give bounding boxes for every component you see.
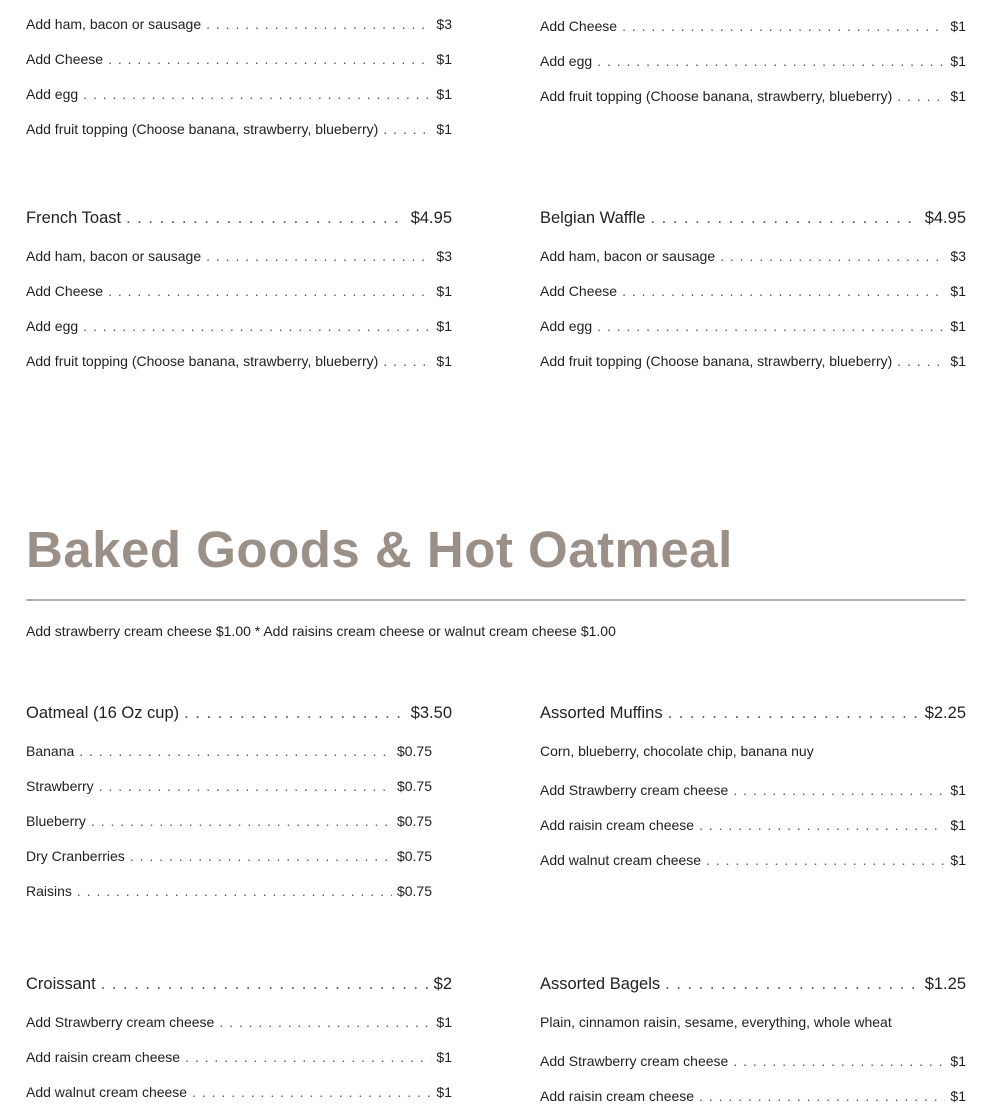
item-price: $1 — [436, 86, 452, 102]
menu-item — [540, 309, 966, 344]
item-name: Dry Cranberries — [26, 848, 125, 864]
item-price: $1 — [950, 88, 966, 104]
menu-item — [26, 309, 452, 344]
item-name: Add fruit topping (Choose banana, strawberry, blueberry) — [540, 88, 893, 104]
muffins-block — [540, 693, 966, 878]
item-price: $3 — [436, 248, 452, 264]
menu-item — [540, 44, 966, 79]
item-name: Add raisin cream cheese — [540, 817, 695, 833]
menu-heading — [26, 693, 452, 734]
menu-item — [26, 769, 432, 804]
item-price: $1 — [436, 318, 452, 334]
menu-heading — [26, 964, 452, 1005]
menu-item — [26, 344, 452, 379]
dish-description: Corn, blueberry, chocolate chip, banana nuy — [540, 743, 814, 759]
item-price: $3 — [436, 16, 452, 32]
dish-name: Croissant — [26, 975, 96, 993]
item-price: $0.75 — [396, 778, 432, 794]
item-name: Add ham, bacon or sausage — [540, 248, 716, 264]
item-price: $0.75 — [396, 743, 432, 759]
menu-item — [540, 843, 966, 878]
menu-heading — [540, 964, 966, 1005]
dish-price: $4.95 — [410, 209, 452, 227]
oatmeal-block — [26, 693, 452, 909]
dish-price: $2 — [433, 975, 452, 993]
item-price: $1 — [436, 1014, 452, 1030]
menu-item — [26, 274, 452, 309]
item-name: Add ham, bacon or sausage — [26, 16, 202, 32]
menu-item — [26, 804, 432, 839]
section-divider — [26, 599, 966, 601]
item-price: $1 — [436, 121, 452, 137]
dish-price: $4.95 — [924, 209, 966, 227]
item-price: $1 — [950, 18, 966, 34]
item-name: Add egg — [540, 53, 593, 69]
item-name: Banana — [26, 743, 75, 759]
item-price: $1 — [950, 1053, 966, 1069]
item-price: $1 — [436, 1084, 452, 1100]
item-name: Add fruit topping (Choose banana, strawberry, blueberry) — [26, 121, 379, 137]
item-price: $1 — [950, 353, 966, 369]
dish-price: $3.50 — [410, 704, 452, 722]
belgian-waffle-block — [540, 198, 966, 379]
menu-item — [26, 7, 452, 42]
item-price: $0.75 — [396, 848, 432, 864]
menu-item — [26, 42, 452, 77]
top-left-addons — [26, 7, 452, 147]
menu-item — [26, 77, 452, 112]
dish-price: $1.25 — [924, 975, 966, 993]
dish-name: Assorted Muffins — [540, 704, 663, 722]
menu-item — [26, 839, 432, 874]
french-toast-block — [26, 198, 452, 379]
item-name: Add Strawberry cream cheese — [26, 1014, 215, 1030]
menu-item — [540, 1044, 966, 1079]
dish-price: $2.25 — [924, 704, 966, 722]
item-name: Add egg — [26, 86, 79, 102]
menu-item — [540, 344, 966, 379]
menu-item — [540, 9, 966, 44]
dish-name: Oatmeal (16 Oz cup) — [26, 704, 180, 722]
item-price: $1 — [950, 817, 966, 833]
item-name: Add raisin cream cheese — [540, 1088, 695, 1104]
menu-item — [26, 1040, 452, 1075]
section-note: Add strawberry cream cheese $1.00 * Add raisins cream cheese or walnut cream cheese $1.00 — [26, 623, 616, 639]
item-name: Add fruit topping (Choose banana, strawberry, blueberry) — [540, 353, 893, 369]
item-price: $0.75 — [396, 883, 432, 899]
item-price: $1 — [950, 782, 966, 798]
item-name: Add Cheese — [540, 283, 618, 299]
item-price: $1 — [950, 318, 966, 334]
dish-name: French Toast — [26, 209, 122, 227]
item-name: Add fruit topping (Choose banana, strawberry, blueberry) — [26, 353, 379, 369]
dish-description: Plain, cinnamon raisin, sesame, everything, whole wheat — [540, 1014, 892, 1030]
menu-item — [540, 808, 966, 843]
bagels-block — [540, 964, 966, 1114]
dish-name: Belgian Waffle — [540, 209, 646, 227]
item-name: Raisins — [26, 883, 72, 899]
item-name: Add walnut cream cheese — [540, 852, 702, 868]
item-name: Add Strawberry cream cheese — [540, 782, 729, 798]
item-price: $0.75 — [396, 813, 432, 829]
item-name: Add walnut cream cheese — [26, 1084, 188, 1100]
item-name: Add Cheese — [26, 51, 104, 67]
item-name: Add Cheese — [540, 18, 618, 34]
menu-item — [26, 1075, 452, 1110]
item-name: Add egg — [540, 318, 593, 334]
item-name: Strawberry — [26, 778, 94, 794]
section-title: Baked Goods & Hot Oatmeal — [26, 521, 733, 578]
menu-item — [26, 734, 432, 769]
item-name: Blueberry — [26, 813, 86, 829]
menu-item — [540, 79, 966, 114]
item-price: $1 — [950, 53, 966, 69]
top-right-addons — [540, 9, 966, 114]
menu-heading — [540, 693, 966, 734]
item-price: $1 — [950, 1088, 966, 1104]
menu-item — [26, 1005, 452, 1040]
menu-item — [26, 874, 432, 909]
menu-item — [26, 239, 452, 274]
menu-heading — [540, 198, 966, 239]
item-price: $1 — [436, 353, 452, 369]
menu-item — [540, 773, 966, 808]
menu-heading — [26, 198, 452, 239]
dish-name: Assorted Bagels — [540, 975, 661, 993]
item-price: $1 — [950, 283, 966, 299]
menu-item — [540, 239, 966, 274]
item-name: Add Cheese — [26, 283, 104, 299]
item-name: Add Strawberry cream cheese — [540, 1053, 729, 1069]
item-price: $3 — [950, 248, 966, 264]
item-price: $1 — [436, 51, 452, 67]
item-name: Add raisin cream cheese — [26, 1049, 181, 1065]
item-price: $1 — [436, 283, 452, 299]
croissant-block — [26, 964, 452, 1110]
menu-item — [540, 274, 966, 309]
menu-item — [26, 112, 452, 147]
item-name: Add ham, bacon or sausage — [26, 248, 202, 264]
item-price: $1 — [950, 852, 966, 868]
item-price: $1 — [436, 1049, 452, 1065]
item-name: Add egg — [26, 318, 79, 334]
